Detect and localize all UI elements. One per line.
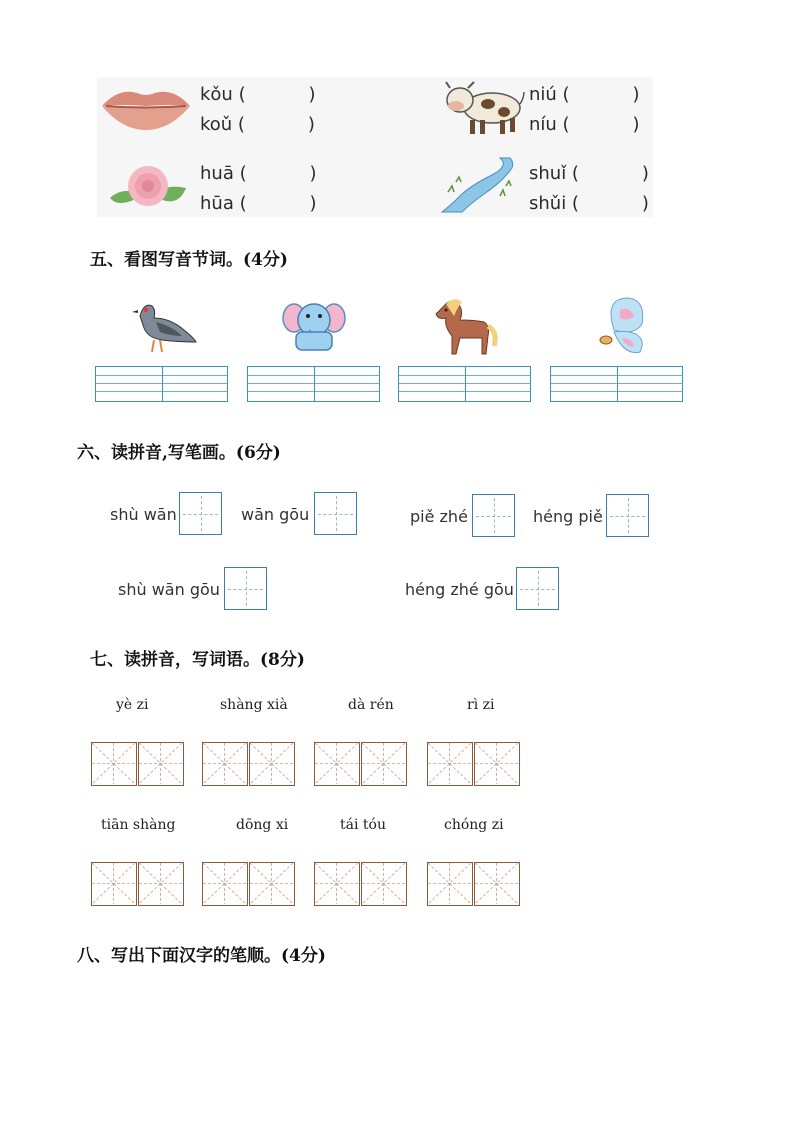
word-pinyin: dà rén	[348, 697, 394, 713]
section-7-title: 七、读拼音，写词语。(8分)	[90, 650, 305, 670]
character-writing-box[interactable]	[202, 862, 248, 906]
stroke-pinyin: héng piě	[533, 507, 603, 526]
character-writing-box[interactable]	[314, 742, 360, 786]
butterfly-icon	[584, 296, 648, 360]
choice-option: shǔi ( )	[529, 193, 649, 214]
stroke-answer-box[interactable]	[516, 567, 559, 610]
character-writing-box[interactable]	[427, 862, 473, 906]
word-pinyin: shàng xià	[220, 697, 288, 713]
choice-option: huā ( )	[200, 163, 317, 184]
stroke-pinyin: shù wān gōu	[118, 580, 220, 599]
character-writing-box[interactable]	[474, 742, 520, 786]
character-writing-box[interactable]	[91, 742, 137, 786]
word-pinyin: tiān shàng	[101, 817, 176, 833]
word-pinyin: rì zi	[467, 697, 495, 713]
choice-option: kǒu ( )	[200, 84, 316, 105]
character-writing-box[interactable]	[202, 742, 248, 786]
stroke-answer-box[interactable]	[314, 492, 357, 535]
stroke-pinyin: shù wān	[110, 505, 177, 524]
stroke-answer-box[interactable]	[179, 492, 222, 535]
elephant-icon	[282, 296, 346, 358]
word-pinyin: dōng xi	[236, 817, 289, 833]
stroke-answer-box[interactable]	[472, 494, 515, 537]
choice-option: koǔ ( )	[200, 114, 315, 135]
character-writing-box[interactable]	[138, 862, 184, 906]
character-writing-box[interactable]	[91, 862, 137, 906]
choice-option: níu ( )	[529, 114, 640, 135]
stroke-answer-box[interactable]	[224, 567, 267, 610]
section-6-title: 六、读拼音,写笔画。(6分)	[77, 443, 281, 463]
character-writing-box[interactable]	[474, 862, 520, 906]
choice-option: niú ( )	[529, 84, 640, 105]
pinyin-answer-grid[interactable]	[95, 366, 228, 402]
stroke-pinyin: héng zhé gōu	[405, 580, 514, 599]
character-writing-box[interactable]	[361, 742, 407, 786]
word-pinyin: yè zi	[116, 697, 149, 713]
choice-option: shuǐ ( )	[529, 163, 649, 184]
lips-icon	[100, 84, 192, 132]
character-writing-box[interactable]	[314, 862, 360, 906]
word-pinyin: tái tóu	[340, 817, 386, 833]
character-writing-box[interactable]	[249, 742, 295, 786]
word-pinyin: chóng zi	[444, 817, 504, 833]
character-writing-box[interactable]	[249, 862, 295, 906]
choice-option: hūa ( )	[200, 193, 317, 214]
stroke-pinyin: wān gōu	[241, 505, 310, 524]
pinyin-answer-grid[interactable]	[550, 366, 683, 402]
pinyin-answer-grid[interactable]	[247, 366, 380, 402]
flower-icon	[108, 158, 188, 214]
stroke-answer-box[interactable]	[606, 494, 649, 537]
pinyin-answer-grid[interactable]	[398, 366, 531, 402]
stroke-pinyin: piě zhé	[410, 507, 468, 526]
character-writing-box[interactable]	[361, 862, 407, 906]
character-writing-box[interactable]	[427, 742, 473, 786]
section-8-title: 八、写出下面汉字的笔顺。(4分)	[77, 946, 326, 966]
pigeon-icon	[126, 296, 198, 358]
section-5-title: 五、看图写音节词。(4分)	[90, 250, 288, 270]
river-icon	[440, 156, 518, 214]
horse-icon	[430, 296, 500, 358]
cow-icon	[444, 80, 526, 138]
character-writing-box[interactable]	[138, 742, 184, 786]
